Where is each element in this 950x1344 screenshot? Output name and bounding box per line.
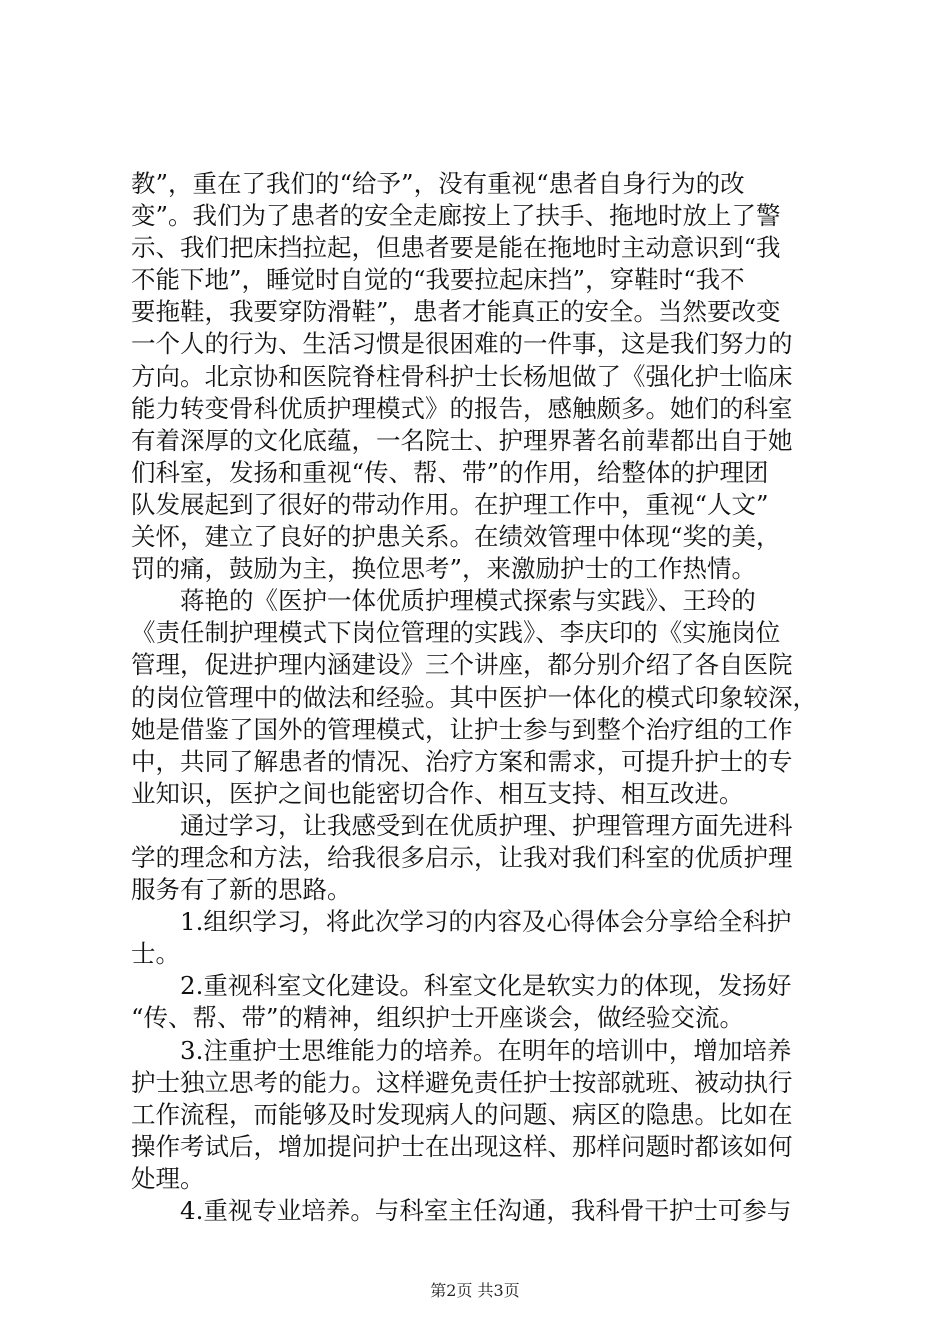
paragraph: 教”，重在了我们的“给予”，没有重视“患者自身行为的改 变”。我们为了患者的安全走廊按上了扶手、拖地时放上了警 示、我们把床挡拉起，但患者要是能在拖地时主动意识到“我 不能下地”，睡觉时自觉的“我要拉起床挡”，穿鞋时“我不 要拖鞋，我要穿防滑鞋”，患者才能真正的安全。当然要改变 一个人的行为、生活习惯是很困难的一件事，这是我们努力的 方向。北京协和医院脊柱骨科护士长杨旭做了《强化护士临床 能力转变骨科优质护理模式》的报告，感触颇多。她们的科室 有着深厚的文化底蕴，一名院士、护理界著名前辈都出自于她 们科室，发扬和重视“传、帮、带”的作用，给整体的护理团 队发展起到了很好的带动作用。在护理工作中，重视“人文” 关怀，建立了良好的护患关系。在绩效管理中体现“奖的美， 罚的痛，鼓励为主，换位思考”，来激励护士的工作热情。 — [131, 169, 793, 584]
list-item: 2.重视科室文化建设。科室文化是软实力的体现，发扬好 “传、帮、带”的精神，组织护士开座谈会，做经验交流。 — [131, 971, 792, 1033]
paragraph: 通过学习，让我感受到在优质护理、护理管理方面先进科 学的理念和方法，给我很多启示，让我对我们科室的优质护理 服务有了新的思路。 — [131, 810, 793, 905]
list-item: 4.重视专业培养。与科室主任沟通，我科骨干护士可参与 — [180, 1196, 792, 1225]
document-body — [131, 168, 831, 1227]
list-item: 3.注重护士思维能力的培养。在明年的培训中，增加培养 护士独立思考的能力。这样避免责任护士按部就班、被动执行 工作流程，而能够及时发现病人的问题、病区的隐患。比如在 操作考试后，增加提问护士在出现这样、那样问题时都该如何 处理。 — [131, 1035, 793, 1193]
paragraph: 蒋艳的《医护一体优质护理模式探索与实践》、王玲的 《责任制护理模式下岗位管理的实践》、李庆印的《实施岗位 管理，促进护理内涵建设》三个讲座，都分别介绍了各自医院 的岗位管理中的做法和经验。其中医护一体化的模式印象较深， 她是借鉴了国外的管理模式，让护士参与到整个治疗组的工作 中，共同了解患者的情况、治疗方案和需求，可提升护士的专 业知识，医护之间也能密切合作、相互支持、相互改进。 — [131, 586, 817, 808]
page-number: 第2页 共3页 — [430, 1281, 520, 1300]
list-item: 1.组织学习，将此次学习的内容及心得体会分享给全科护 士。 — [131, 907, 792, 969]
page-footer — [0, 1278, 950, 1301]
